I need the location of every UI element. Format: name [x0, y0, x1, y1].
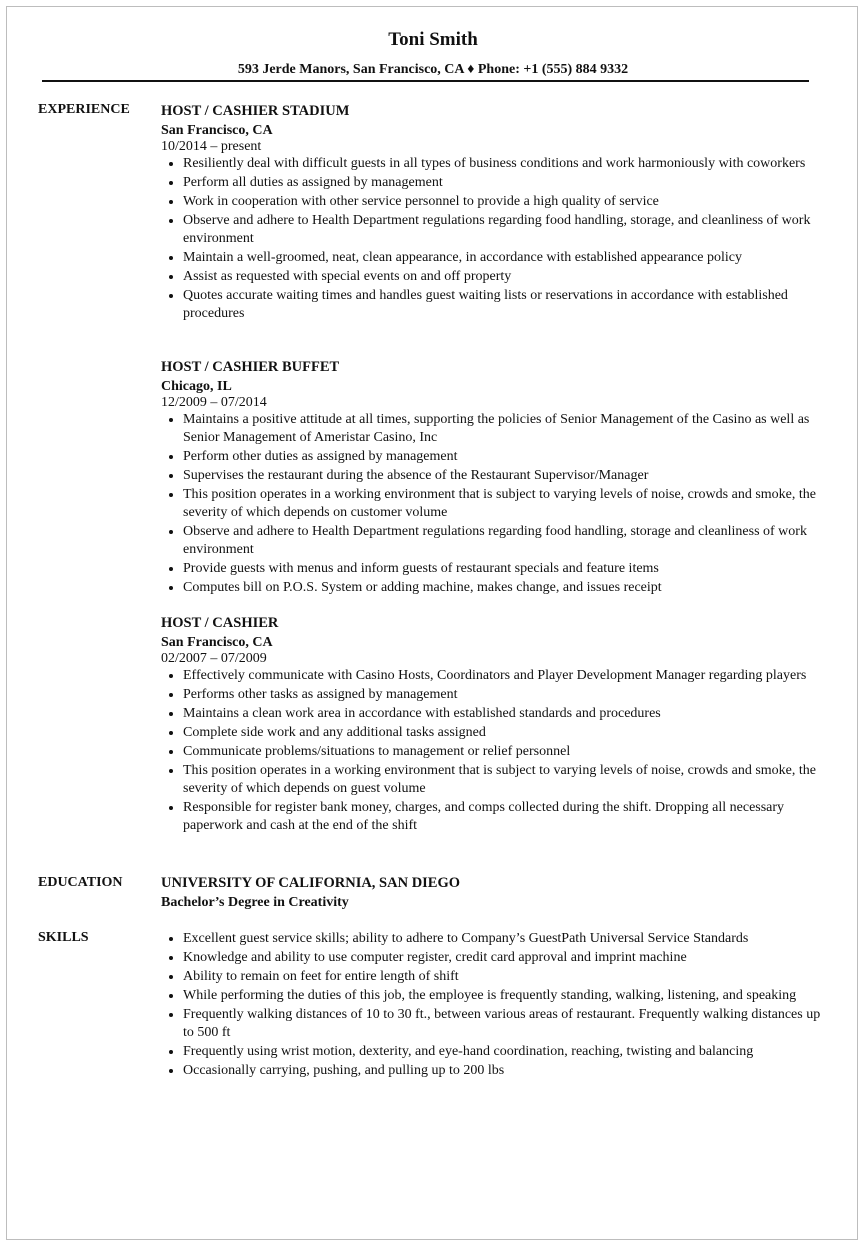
list-item: • Supervises the restaurant during the absence of the Restaurant Supervisor/Manager	[183, 466, 821, 485]
experience-heading: EXPERIENCE	[38, 102, 130, 117]
list-item: • This position operates in a working environment that is subject to varying levels of noise, crowds and smoke, the severity of which depends on customer volume	[183, 485, 821, 522]
list-item: • Observe and adhere to Health Department regulations regarding food handling, storage and cleanliness of work environment	[183, 522, 821, 559]
job-entry	[161, 358, 821, 597]
list-item: • Perform other duties as assigned by management	[183, 447, 821, 466]
job-title: HOST / CASHIER	[161, 615, 279, 631]
list-item: • Observe and adhere to Health Department regulations regarding food handling, storage, and cleanliness of work environment	[183, 211, 821, 248]
list-item: • This position operates in a working environment that is subject to varying levels of noise, crowds and smoke, the severity of which depends on guest volume	[183, 761, 821, 798]
skills-entry	[161, 929, 821, 1080]
education-entry	[161, 874, 821, 911]
list-item: • Quotes accurate waiting times and handles guest waiting lists or reservations in accordance with established procedures	[183, 286, 821, 323]
school-name: UNIVERSITY OF CALIFORNIA, SAN DIEGO	[161, 875, 461, 891]
candidate-name: Toni Smith	[388, 29, 478, 50]
list-item: • While performing the duties of this job, the employee is frequently standing, walking, listening, and speaking	[183, 986, 821, 1005]
list-item: • Ability to remain on feet for entire length of shift	[183, 967, 821, 986]
list-item: • Occasionally carrying, pushing, and pulling up to 200 lbs	[183, 1061, 821, 1080]
job-location: Chicago, IL	[161, 379, 232, 394]
list-item: • Frequently using wrist motion, dexterity, and eye-hand coordination, reaching, twisting and balancing	[183, 1042, 821, 1061]
skills-heading: SKILLS	[38, 930, 89, 945]
list-item: • Perform all duties as assigned by management	[183, 173, 821, 192]
list-item: • Knowledge and ability to use computer register, credit card approval and imprint machine	[183, 948, 821, 967]
header-divider	[42, 80, 809, 82]
list-item: • Maintains a clean work area in accordance with established standards and procedures	[183, 704, 821, 723]
job-dates: 02/2007 – 07/2009	[161, 651, 267, 666]
job-title: HOST / CASHIER STADIUM	[161, 103, 350, 119]
job-duties-list	[161, 410, 821, 597]
list-item: • Effectively communicate with Casino Hosts, Coordinators and Player Development Manager regarding players	[183, 666, 821, 685]
list-item: • Work in cooperation with other service personnel to provide a high quality of service	[183, 192, 821, 211]
list-item: • Complete side work and any additional tasks assigned	[183, 723, 821, 742]
job-title: HOST / CASHIER BUFFET	[161, 359, 340, 375]
list-item: • Communicate problems/situations to management or relief personnel	[183, 742, 821, 761]
list-item: • Resiliently deal with difficult guests in all types of business conditions and work harmoniously with coworkers	[183, 154, 821, 173]
job-duties-list	[161, 666, 821, 835]
list-item: • Computes bill on P.O.S. System or adding machine, makes change, and issues receipt	[183, 578, 821, 597]
job-dates: 12/2009 – 07/2014	[161, 395, 267, 410]
list-item: • Frequently walking distances of 10 to 30 ft., between various areas of restaurant. Frequently walking distances up to 500 ft	[183, 1005, 821, 1042]
job-entry	[161, 614, 821, 835]
list-item: • Maintain a well-groomed, neat, clean appearance, in accordance with established appearance policy	[183, 248, 821, 267]
list-item: • Maintains a positive attitude at all times, supporting the policies of Senior Management of the Casino as well as Senior Management of Ameristar Casino, Inc	[183, 410, 821, 447]
job-location: San Francisco, CA	[161, 123, 273, 138]
list-item: • Responsible for register bank money, charges, and comps collected during the shift. Dropping all necessary paperwork and cash at the end of the shift	[183, 798, 821, 835]
list-item: • Assist as requested with special events on and off property	[183, 267, 821, 286]
list-item: • Excellent guest service skills; ability to adhere to Company’s GuestPath Universal Service Standards	[183, 929, 821, 948]
list-item: • Provide guests with menus and inform guests of restaurant specials and feature items	[183, 559, 821, 578]
education-heading: EDUCATION	[38, 875, 123, 890]
job-duties-list	[161, 154, 821, 323]
skills-list	[161, 929, 821, 1080]
degree: Bachelor’s Degree in Creativity	[161, 895, 349, 910]
job-dates: 10/2014 – present	[161, 139, 262, 154]
list-item: • Performs other tasks as assigned by management	[183, 685, 821, 704]
contact-line: 593 Jerde Manors, San Francisco, CA ♦ Phone: +1 (555) 884 9332	[237, 62, 629, 77]
job-entry	[161, 102, 821, 323]
job-location: San Francisco, CA	[161, 635, 273, 650]
